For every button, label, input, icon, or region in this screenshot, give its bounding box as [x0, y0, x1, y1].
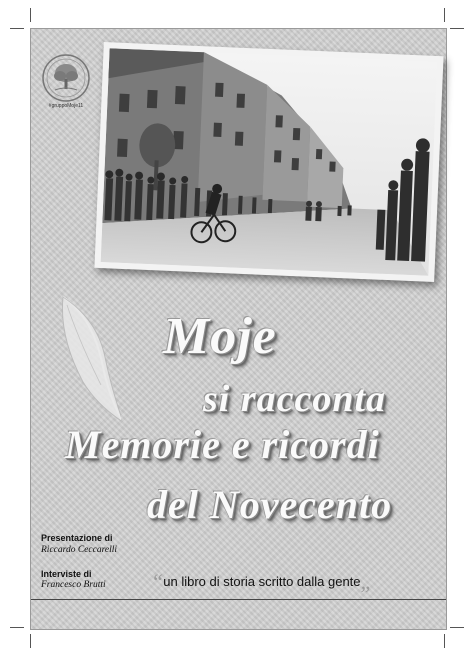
crop-mark [450, 627, 464, 628]
title-line-3: Memorie e ricordi [65, 422, 380, 467]
interviews-name: Francesco Brutti [41, 580, 106, 590]
title-line-1: Moje [163, 308, 277, 365]
feather-icon [53, 287, 121, 427]
crop-mark [444, 634, 445, 648]
title-line-2: si racconta [203, 378, 387, 420]
crop-mark [30, 634, 31, 648]
presentation-name: Riccardo Ceccarelli [41, 545, 118, 555]
cover-photo [94, 42, 443, 282]
tagline [151, 569, 373, 595]
logo-caption: #gruppoMoje11 [48, 103, 84, 109]
tagline-text: un libro di storia scritto dalla gente [163, 574, 361, 589]
interviews-label: Interviste di [41, 569, 92, 579]
open-quote: “ [151, 569, 164, 594]
crop-mark [450, 28, 464, 29]
divider [31, 599, 446, 600]
street-race-photo [101, 48, 438, 276]
tree-logo-icon [41, 53, 91, 103]
book-cover [30, 28, 447, 630]
crop-mark [444, 8, 445, 22]
crop-mark [10, 627, 24, 628]
presentation-label: Presentazione di [41, 533, 113, 543]
close-quote: „ [360, 569, 373, 594]
title-line-4: del Novecento [147, 482, 393, 527]
crop-mark [10, 28, 24, 29]
crop-mark [30, 8, 31, 22]
